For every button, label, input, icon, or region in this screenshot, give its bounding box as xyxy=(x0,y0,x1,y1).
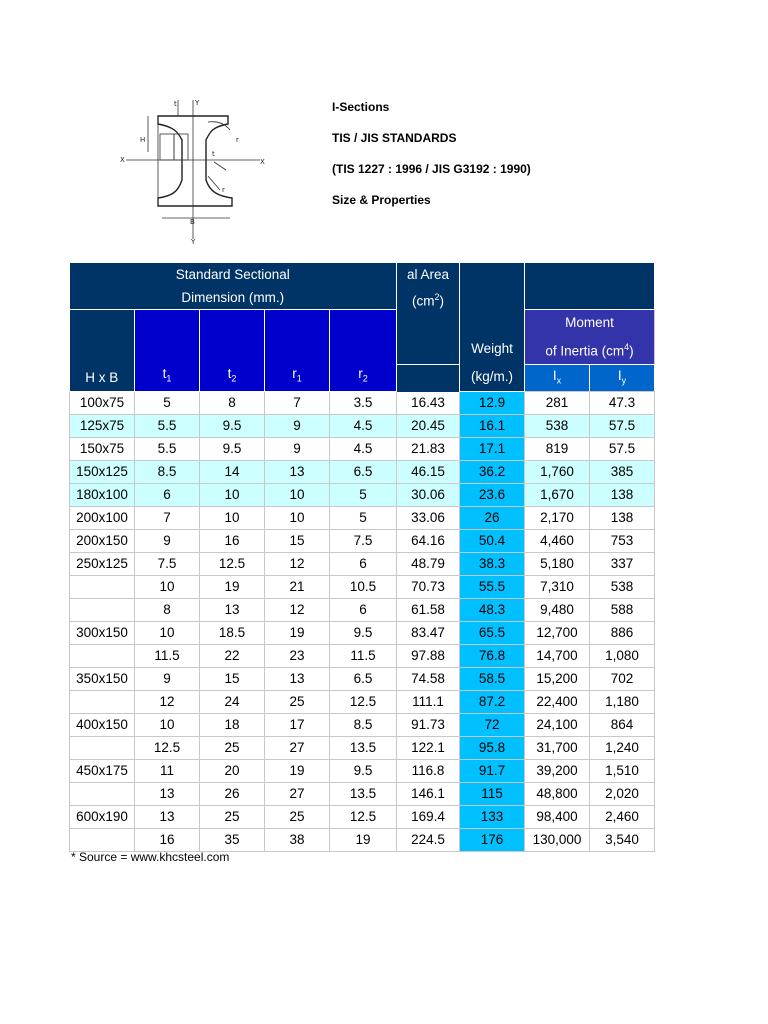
title-size-properties: Size & Properties xyxy=(332,193,431,207)
cell-hxb xyxy=(70,691,135,714)
cell-hxb xyxy=(70,829,135,852)
cell-ix: 24,100 xyxy=(525,714,590,737)
cell-weight: 91.7 xyxy=(460,760,525,783)
cell-t2: 24 xyxy=(200,691,265,714)
cell-t1: 13 xyxy=(135,783,200,806)
cell-iy: 47.3 xyxy=(590,392,655,415)
table-row xyxy=(70,645,655,668)
cell-ix: 31,700 xyxy=(525,737,590,760)
cell-iy: 864 xyxy=(590,714,655,737)
cell-t1: 9 xyxy=(135,530,200,553)
table-row xyxy=(70,737,655,760)
cell-t2: 20 xyxy=(200,760,265,783)
cell-area: 16.43 xyxy=(397,392,460,415)
cell-area: 122.1 xyxy=(397,737,460,760)
cell-area: 20.45 xyxy=(397,415,460,438)
cell-t1: 10 xyxy=(135,622,200,645)
cell-weight: 65.5 xyxy=(460,622,525,645)
cell-hxb: 600x190 xyxy=(70,806,135,829)
cell-r2: 6.5 xyxy=(330,461,397,484)
cell-r1: 9 xyxy=(265,438,330,461)
cell-r1: 27 xyxy=(265,783,330,806)
cell-hxb: 180x100 xyxy=(70,484,135,507)
cell-area: 83.47 xyxy=(397,622,460,645)
cell-t2: 16 xyxy=(200,530,265,553)
cell-weight: 48.3 xyxy=(460,599,525,622)
table-row xyxy=(70,783,655,806)
cell-weight: 72 xyxy=(460,714,525,737)
cell-hxb: 250x125 xyxy=(70,553,135,576)
cell-r1: 19 xyxy=(265,622,330,645)
header-t2: $t_2$ xyxy=(200,310,265,392)
cell-t2: 8 xyxy=(200,392,265,415)
cell-r1: 21 xyxy=(265,576,330,599)
cell-r2: 5 xyxy=(330,484,397,507)
cell-area: 74.58 xyxy=(397,668,460,691)
cell-hxb xyxy=(70,599,135,622)
cell-r1: 38 xyxy=(265,829,330,852)
table-row xyxy=(70,507,655,530)
cell-ix: 1,760 xyxy=(525,461,590,484)
header-sectional-area: al Area $(cm^2)$ xyxy=(397,263,460,364)
cell-ix: 12,700 xyxy=(525,622,590,645)
header-hxb: H x B xyxy=(70,310,135,392)
header-standard-dimension: Standard Sectional Dimension (mm.) xyxy=(70,263,397,310)
cell-t1: 8.5 xyxy=(135,461,200,484)
cell-t1: 7 xyxy=(135,507,200,530)
header-t1: $t_1$ xyxy=(135,310,200,392)
cell-iy: 2,460 xyxy=(590,806,655,829)
cell-iy: 337 xyxy=(590,553,655,576)
cell-r2: 6.5 xyxy=(330,668,397,691)
cell-t2: 22 xyxy=(200,645,265,668)
cell-t2: 25 xyxy=(200,806,265,829)
cell-t1: 12 xyxy=(135,691,200,714)
cell-weight: 115 xyxy=(460,783,525,806)
table-row xyxy=(70,553,655,576)
header-moment-spacer xyxy=(525,263,655,310)
cell-weight: 95.8 xyxy=(460,737,525,760)
cell-ix: 7,310 xyxy=(525,576,590,599)
cell-r2: 9.5 xyxy=(330,622,397,645)
cell-r1: 10 xyxy=(265,484,330,507)
header-iy: $I_y$ xyxy=(590,364,655,392)
cell-weight: 76.8 xyxy=(460,645,525,668)
cell-hxb xyxy=(70,645,135,668)
cell-ix: 14,700 xyxy=(525,645,590,668)
cell-weight: 58.5 xyxy=(460,668,525,691)
cell-r2: 12.5 xyxy=(330,806,397,829)
cell-area: 97.88 xyxy=(397,645,460,668)
cell-t2: 13 xyxy=(200,599,265,622)
cell-weight: 55.5 xyxy=(460,576,525,599)
cell-t2: 12.5 xyxy=(200,553,265,576)
title-standard-numbers: (TIS 1227 : 1996 / JIS G3192 : 1990) xyxy=(332,162,531,176)
cell-hxb xyxy=(70,576,135,599)
cell-ix: 9,480 xyxy=(525,599,590,622)
cell-t1: 5.5 xyxy=(135,415,200,438)
cell-t2: 9.5 xyxy=(200,438,265,461)
cell-r2: 5 xyxy=(330,507,397,530)
header-r1: $r_1$ xyxy=(265,310,330,392)
cell-ix: 819 xyxy=(525,438,590,461)
cell-r2: 7.5 xyxy=(330,530,397,553)
cell-weight: 36.2 xyxy=(460,461,525,484)
header-area-bottom xyxy=(397,364,460,392)
cell-area: 46.15 xyxy=(397,461,460,484)
cell-iy: 57.5 xyxy=(590,438,655,461)
cell-area: 70.73 xyxy=(397,576,460,599)
cell-area: 146.1 xyxy=(397,783,460,806)
cell-r1: 7 xyxy=(265,392,330,415)
table-row xyxy=(70,760,655,783)
cell-weight: 12.9 xyxy=(460,392,525,415)
diagram-label-tf: t xyxy=(174,100,177,108)
cell-t2: 10 xyxy=(200,507,265,530)
cell-area: 91.73 xyxy=(397,714,460,737)
table-row xyxy=(70,599,655,622)
cell-weight: 87.2 xyxy=(460,691,525,714)
cell-area: 48.79 xyxy=(397,553,460,576)
cell-r1: 10 xyxy=(265,507,330,530)
cell-hxb xyxy=(70,737,135,760)
table-row xyxy=(70,714,655,737)
cell-r1: 23 xyxy=(265,645,330,668)
cell-r2: 11.5 xyxy=(330,645,397,668)
header-ix: $I_x$ xyxy=(525,364,590,392)
cell-iy: 3,540 xyxy=(590,829,655,852)
diagram-label-r2: r xyxy=(222,186,225,194)
cell-r1: 13 xyxy=(265,461,330,484)
cell-weight: 50.4 xyxy=(460,530,525,553)
cell-ix: 2,170 xyxy=(525,507,590,530)
cell-hxb: 450x175 xyxy=(70,760,135,783)
cell-ix: 538 xyxy=(525,415,590,438)
cell-iy: 1,240 xyxy=(590,737,655,760)
cell-r1: 12 xyxy=(265,599,330,622)
cell-iy: 753 xyxy=(590,530,655,553)
cell-r2: 12.5 xyxy=(330,691,397,714)
cell-area: 33.06 xyxy=(397,507,460,530)
cell-t1: 16 xyxy=(135,829,200,852)
cell-ix: 15,200 xyxy=(525,668,590,691)
cell-r1: 19 xyxy=(265,760,330,783)
cell-t1: 11 xyxy=(135,760,200,783)
cell-iy: 385 xyxy=(590,461,655,484)
cell-weight: 23.6 xyxy=(460,484,525,507)
source-note: * Source = www.khcsteel.com xyxy=(71,850,230,864)
cell-r2: 8.5 xyxy=(330,714,397,737)
cell-r1: 12 xyxy=(265,553,330,576)
i-section-properties-table xyxy=(69,263,655,852)
cell-t1: 11.5 xyxy=(135,645,200,668)
cell-hxb: 150x75 xyxy=(70,438,135,461)
cell-t2: 26 xyxy=(200,783,265,806)
cell-r2: 3.5 xyxy=(330,392,397,415)
header-r2: $r_2$ xyxy=(330,310,397,392)
cell-ix: 130,000 xyxy=(525,829,590,852)
cell-t2: 19 xyxy=(200,576,265,599)
table-row xyxy=(70,622,655,645)
cell-r1: 25 xyxy=(265,691,330,714)
cell-weight: 17.1 xyxy=(460,438,525,461)
cell-ix: 22,400 xyxy=(525,691,590,714)
cell-r2: 6 xyxy=(330,553,397,576)
cell-iy: 886 xyxy=(590,622,655,645)
table-row xyxy=(70,829,655,852)
cell-hxb: 200x100 xyxy=(70,507,135,530)
table-row xyxy=(70,576,655,599)
table-row xyxy=(70,392,655,415)
cell-t2: 15 xyxy=(200,668,265,691)
cell-t2: 9.5 xyxy=(200,415,265,438)
table-row xyxy=(70,415,655,438)
cell-iy: 1,510 xyxy=(590,760,655,783)
cell-iy: 538 xyxy=(590,576,655,599)
table-row xyxy=(70,484,655,507)
diagram-label-y-bottom: Y xyxy=(191,238,196,244)
title-i-sections: I-Sections xyxy=(332,100,390,114)
i-section-diagram xyxy=(118,94,268,244)
cell-hxb: 150x125 xyxy=(70,461,135,484)
cell-r1: 9 xyxy=(265,415,330,438)
cell-iy: 2,020 xyxy=(590,783,655,806)
cell-r1: 15 xyxy=(265,530,330,553)
cell-ix: 281 xyxy=(525,392,590,415)
cell-iy: 57.5 xyxy=(590,415,655,438)
cell-ix: 1,670 xyxy=(525,484,590,507)
cell-t1: 7.5 xyxy=(135,553,200,576)
cell-r2: 6 xyxy=(330,599,397,622)
cell-iy: 1,180 xyxy=(590,691,655,714)
cell-t1: 5 xyxy=(135,392,200,415)
cell-r1: 13 xyxy=(265,668,330,691)
cell-hxb: 200x150 xyxy=(70,530,135,553)
cell-iy: 702 xyxy=(590,668,655,691)
cell-area: 169.4 xyxy=(397,806,460,829)
cell-weight: 38.3 xyxy=(460,553,525,576)
header-weight: Weight (kg/m.) xyxy=(460,263,525,392)
cell-area: 30.06 xyxy=(397,484,460,507)
cell-t1: 8 xyxy=(135,599,200,622)
cell-t1: 5.5 xyxy=(135,438,200,461)
header-moment-of-inertia: Moment of Inertia $(cm^4)$ xyxy=(525,310,655,365)
cell-r2: 13.5 xyxy=(330,783,397,806)
cell-r2: 9.5 xyxy=(330,760,397,783)
cell-t2: 18 xyxy=(200,714,265,737)
cell-hxb: 350x150 xyxy=(70,668,135,691)
cell-t2: 18.5 xyxy=(200,622,265,645)
cell-t1: 6 xyxy=(135,484,200,507)
cell-area: 21.83 xyxy=(397,438,460,461)
cell-t1: 12.5 xyxy=(135,737,200,760)
cell-t1: 9 xyxy=(135,668,200,691)
cell-weight: 176 xyxy=(460,829,525,852)
cell-t1: 10 xyxy=(135,576,200,599)
cell-r1: 17 xyxy=(265,714,330,737)
diagram-label-y-top: Y xyxy=(195,99,200,107)
diagram-label-x-right: X xyxy=(260,158,265,166)
cell-ix: 39,200 xyxy=(525,760,590,783)
table-row xyxy=(70,530,655,553)
cell-t2: 10 xyxy=(200,484,265,507)
table-row xyxy=(70,438,655,461)
cell-area: 111.1 xyxy=(397,691,460,714)
diagram-label-x-left: X xyxy=(120,156,125,164)
cell-area: 224.5 xyxy=(397,829,460,852)
cell-r1: 25 xyxy=(265,806,330,829)
cell-ix: 98,400 xyxy=(525,806,590,829)
cell-r1: 27 xyxy=(265,737,330,760)
cell-hxb: 400x150 xyxy=(70,714,135,737)
cell-hxb: 125x75 xyxy=(70,415,135,438)
cell-t1: 10 xyxy=(135,714,200,737)
cell-hxb: 300x150 xyxy=(70,622,135,645)
cell-t2: 14 xyxy=(200,461,265,484)
cell-iy: 1,080 xyxy=(590,645,655,668)
cell-area: 64.16 xyxy=(397,530,460,553)
cell-r2: 4.5 xyxy=(330,438,397,461)
table-row xyxy=(70,806,655,829)
cell-r2: 13.5 xyxy=(330,737,397,760)
title-standards: TIS / JIS STANDARDS xyxy=(332,131,457,145)
cell-iy: 138 xyxy=(590,484,655,507)
cell-t1: 13 xyxy=(135,806,200,829)
table-row xyxy=(70,668,655,691)
cell-r2: 19 xyxy=(330,829,397,852)
cell-area: 116.8 xyxy=(397,760,460,783)
cell-ix: 48,800 xyxy=(525,783,590,806)
cell-t2: 35 xyxy=(200,829,265,852)
cell-t2: 25 xyxy=(200,737,265,760)
cell-weight: 16.1 xyxy=(460,415,525,438)
cell-iy: 138 xyxy=(590,507,655,530)
cell-hxb xyxy=(70,783,135,806)
cell-ix: 4,460 xyxy=(525,530,590,553)
diagram-label-h: H xyxy=(140,136,146,144)
cell-r2: 4.5 xyxy=(330,415,397,438)
cell-weight: 133 xyxy=(460,806,525,829)
table-row xyxy=(70,461,655,484)
cell-area: 61.58 xyxy=(397,599,460,622)
diagram-label-t1: t xyxy=(212,150,215,158)
cell-weight: 26 xyxy=(460,507,525,530)
cell-hxb: 100x75 xyxy=(70,392,135,415)
diagram-label-b: B xyxy=(190,218,195,226)
cell-r2: 10.5 xyxy=(330,576,397,599)
cell-ix: 5,180 xyxy=(525,553,590,576)
diagram-label-r1: r xyxy=(236,136,239,144)
cell-iy: 588 xyxy=(590,599,655,622)
table-row xyxy=(70,691,655,714)
